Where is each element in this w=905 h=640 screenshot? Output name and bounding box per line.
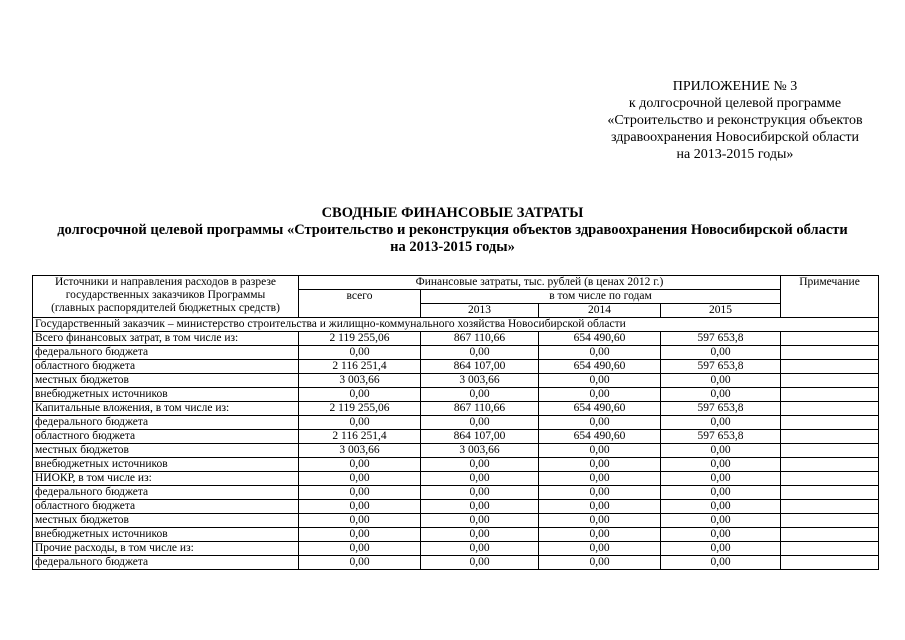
cell-2015: 0,00 bbox=[661, 388, 781, 402]
cell-total: 0,00 bbox=[299, 528, 421, 542]
header-note: Примечание bbox=[781, 276, 879, 318]
header-sources-cell bbox=[33, 276, 299, 318]
row-label: НИОКР, в том числе из: bbox=[33, 472, 299, 486]
cell-total: 2 116 251,4 bbox=[299, 430, 421, 444]
cell-2014: 0,00 bbox=[539, 542, 661, 556]
table-header-row bbox=[33, 276, 879, 290]
cell-total: 0,00 bbox=[299, 458, 421, 472]
cell-total: 3 003,66 bbox=[299, 374, 421, 388]
cell-2015: 0,00 bbox=[661, 528, 781, 542]
cell-2013: 0,00 bbox=[421, 458, 539, 472]
appendix-line: на 2013-2015 годы» bbox=[676, 147, 794, 162]
cell-2013: 0,00 bbox=[421, 500, 539, 514]
cell-2013: 0,00 bbox=[421, 388, 539, 402]
cell-total: 0,00 bbox=[299, 486, 421, 500]
cell-2013: 3 003,66 bbox=[421, 374, 539, 388]
cell-2014: 0,00 bbox=[539, 472, 661, 486]
table-row bbox=[33, 486, 879, 500]
cell-total: 0,00 bbox=[299, 556, 421, 570]
row-label: местных бюджетов bbox=[33, 444, 299, 458]
cell-2013: 0,00 bbox=[421, 542, 539, 556]
document-title bbox=[20, 205, 885, 256]
cell-total: 2 119 255,06 bbox=[299, 332, 421, 346]
row-label: Прочие расходы, в том числе из: bbox=[33, 542, 299, 556]
cell-2013: 867 110,66 bbox=[421, 402, 539, 416]
appendix-line: здравоохранения Новосибирской области bbox=[610, 130, 859, 145]
table-row bbox=[33, 472, 879, 486]
title-line: СВОДНЫЕ ФИНАНСОВЫЕ ЗАТРАТЫ bbox=[321, 205, 584, 221]
row-label: внебюджетных источников bbox=[33, 458, 299, 472]
cell-note bbox=[781, 500, 879, 514]
cell-2014: 0,00 bbox=[539, 528, 661, 542]
row-label: федерального бюджета bbox=[33, 416, 299, 430]
row-label: Капитальные вложения, в том числе из: bbox=[33, 402, 299, 416]
cell-total: 2 119 255,06 bbox=[299, 402, 421, 416]
appendix-header bbox=[590, 78, 880, 163]
cell-total: 0,00 bbox=[299, 416, 421, 430]
cell-total: 0,00 bbox=[299, 514, 421, 528]
cell-total: 0,00 bbox=[299, 472, 421, 486]
table-row bbox=[33, 458, 879, 472]
cell-2014: 654 490,60 bbox=[539, 360, 661, 374]
cell-2015: 0,00 bbox=[661, 472, 781, 486]
cell-2015: 597 653,8 bbox=[661, 402, 781, 416]
cell-2014: 0,00 bbox=[539, 514, 661, 528]
cell-2014: 654 490,60 bbox=[539, 332, 661, 346]
table-row bbox=[33, 444, 879, 458]
table-row bbox=[33, 346, 879, 360]
appendix-line: к долгосрочной целевой программе bbox=[628, 96, 842, 111]
cell-note bbox=[781, 486, 879, 500]
header-year-2013: 2013 bbox=[421, 304, 539, 318]
cell-2013: 864 107,00 bbox=[421, 360, 539, 374]
table-row bbox=[33, 388, 879, 402]
cell-2015: 0,00 bbox=[661, 346, 781, 360]
cell-note bbox=[781, 472, 879, 486]
cell-2014: 0,00 bbox=[539, 556, 661, 570]
table-row bbox=[33, 528, 879, 542]
cell-2013: 0,00 bbox=[421, 416, 539, 430]
cell-2015: 0,00 bbox=[661, 458, 781, 472]
table-row bbox=[33, 402, 879, 416]
row-label: федерального бюджета bbox=[33, 486, 299, 500]
cell-note bbox=[781, 430, 879, 444]
cell-total: 2 116 251,4 bbox=[299, 360, 421, 374]
cell-2015: 597 653,8 bbox=[661, 332, 781, 346]
cell-2014: 0,00 bbox=[539, 388, 661, 402]
cell-note bbox=[781, 388, 879, 402]
cell-2013: 864 107,00 bbox=[421, 430, 539, 444]
appendix-number: ПРИЛОЖЕНИЕ № 3 bbox=[672, 79, 798, 94]
title-line: долгосрочной целевой программы «Строительство и реконструкция объектов здравоохранения Новосибирской области bbox=[57, 222, 848, 238]
customer-row bbox=[33, 318, 879, 332]
header-total: всего bbox=[299, 290, 421, 318]
row-label: местных бюджетов bbox=[33, 374, 299, 388]
row-label: областного бюджета bbox=[33, 500, 299, 514]
cell-2014: 0,00 bbox=[539, 486, 661, 500]
cell-2013: 3 003,66 bbox=[421, 444, 539, 458]
cell-2015: 0,00 bbox=[661, 444, 781, 458]
cell-total: 0,00 bbox=[299, 500, 421, 514]
cell-2014: 0,00 bbox=[539, 346, 661, 360]
cell-2013: 0,00 bbox=[421, 556, 539, 570]
cell-note bbox=[781, 346, 879, 360]
cell-note bbox=[781, 360, 879, 374]
cell-2015: 0,00 bbox=[661, 514, 781, 528]
row-label: внебюджетных источников bbox=[33, 528, 299, 542]
row-label: внебюджетных источников bbox=[33, 388, 299, 402]
header-year-2014: 2014 bbox=[539, 304, 661, 318]
table-row bbox=[33, 430, 879, 444]
cell-note bbox=[781, 416, 879, 430]
cell-note bbox=[781, 444, 879, 458]
cell-2013: 867 110,66 bbox=[421, 332, 539, 346]
table-row bbox=[33, 500, 879, 514]
cell-2015: 0,00 bbox=[661, 542, 781, 556]
cell-2013: 0,00 bbox=[421, 514, 539, 528]
table-row bbox=[33, 514, 879, 528]
customer-cell: Государственный заказчик – министерство строительства и жилищно-коммунального хозяйства Новосибирской области bbox=[33, 318, 879, 332]
cell-2015: 0,00 bbox=[661, 486, 781, 500]
title-line: на 2013-2015 годы» bbox=[390, 239, 515, 255]
cell-2015: 597 653,8 bbox=[661, 360, 781, 374]
cell-note bbox=[781, 514, 879, 528]
cell-total: 3 003,66 bbox=[299, 444, 421, 458]
cell-2014: 0,00 bbox=[539, 444, 661, 458]
row-label: областного бюджета bbox=[33, 430, 299, 444]
table-row bbox=[33, 360, 879, 374]
cell-note bbox=[781, 374, 879, 388]
cell-note bbox=[781, 528, 879, 542]
table-row bbox=[33, 542, 879, 556]
appendix-line: «Строительство и реконструкция объектов bbox=[607, 113, 863, 128]
table-row bbox=[33, 374, 879, 388]
cell-total: 0,00 bbox=[299, 388, 421, 402]
header-by-years: в том числе по годам bbox=[421, 290, 781, 304]
cell-2013: 0,00 bbox=[421, 346, 539, 360]
cell-2015: 0,00 bbox=[661, 416, 781, 430]
cell-total: 0,00 bbox=[299, 542, 421, 556]
cell-note bbox=[781, 332, 879, 346]
cell-note bbox=[781, 556, 879, 570]
header-year-2015: 2015 bbox=[661, 304, 781, 318]
table-row bbox=[33, 332, 879, 346]
row-label: Всего финансовых затрат, в том числе из: bbox=[33, 332, 299, 346]
cell-2014: 654 490,60 bbox=[539, 430, 661, 444]
cell-2015: 0,00 bbox=[661, 500, 781, 514]
table-row bbox=[33, 556, 879, 570]
cell-2015: 0,00 bbox=[661, 556, 781, 570]
row-label: федерального бюджета bbox=[33, 556, 299, 570]
cell-2013: 0,00 bbox=[421, 472, 539, 486]
cell-note bbox=[781, 458, 879, 472]
cell-2014: 0,00 bbox=[539, 458, 661, 472]
cell-2014: 0,00 bbox=[539, 500, 661, 514]
cell-2014: 0,00 bbox=[539, 374, 661, 388]
cell-2015: 597 653,8 bbox=[661, 430, 781, 444]
cell-2013: 0,00 bbox=[421, 486, 539, 500]
cell-total: 0,00 bbox=[299, 346, 421, 360]
cell-2013: 0,00 bbox=[421, 528, 539, 542]
header-fin-costs: Финансовые затраты, тыс. рублей (в ценах 2012 г.) bbox=[299, 276, 781, 290]
cell-note bbox=[781, 402, 879, 416]
row-label: областного бюджета bbox=[33, 360, 299, 374]
table-row bbox=[33, 416, 879, 430]
cell-2014: 654 490,60 bbox=[539, 402, 661, 416]
row-label: федерального бюджета bbox=[33, 346, 299, 360]
row-label: местных бюджетов bbox=[33, 514, 299, 528]
header-sources-line: (главных распорядителей бюджетных средств) bbox=[51, 302, 280, 314]
header-sources-line: Источники и направления расходов в разрезе bbox=[55, 276, 276, 288]
cell-2015: 0,00 bbox=[661, 374, 781, 388]
cell-note bbox=[781, 542, 879, 556]
financial-costs-table bbox=[32, 275, 879, 570]
header-sources-line: государственных заказчиков Программы bbox=[65, 289, 266, 301]
cell-2014: 0,00 bbox=[539, 416, 661, 430]
